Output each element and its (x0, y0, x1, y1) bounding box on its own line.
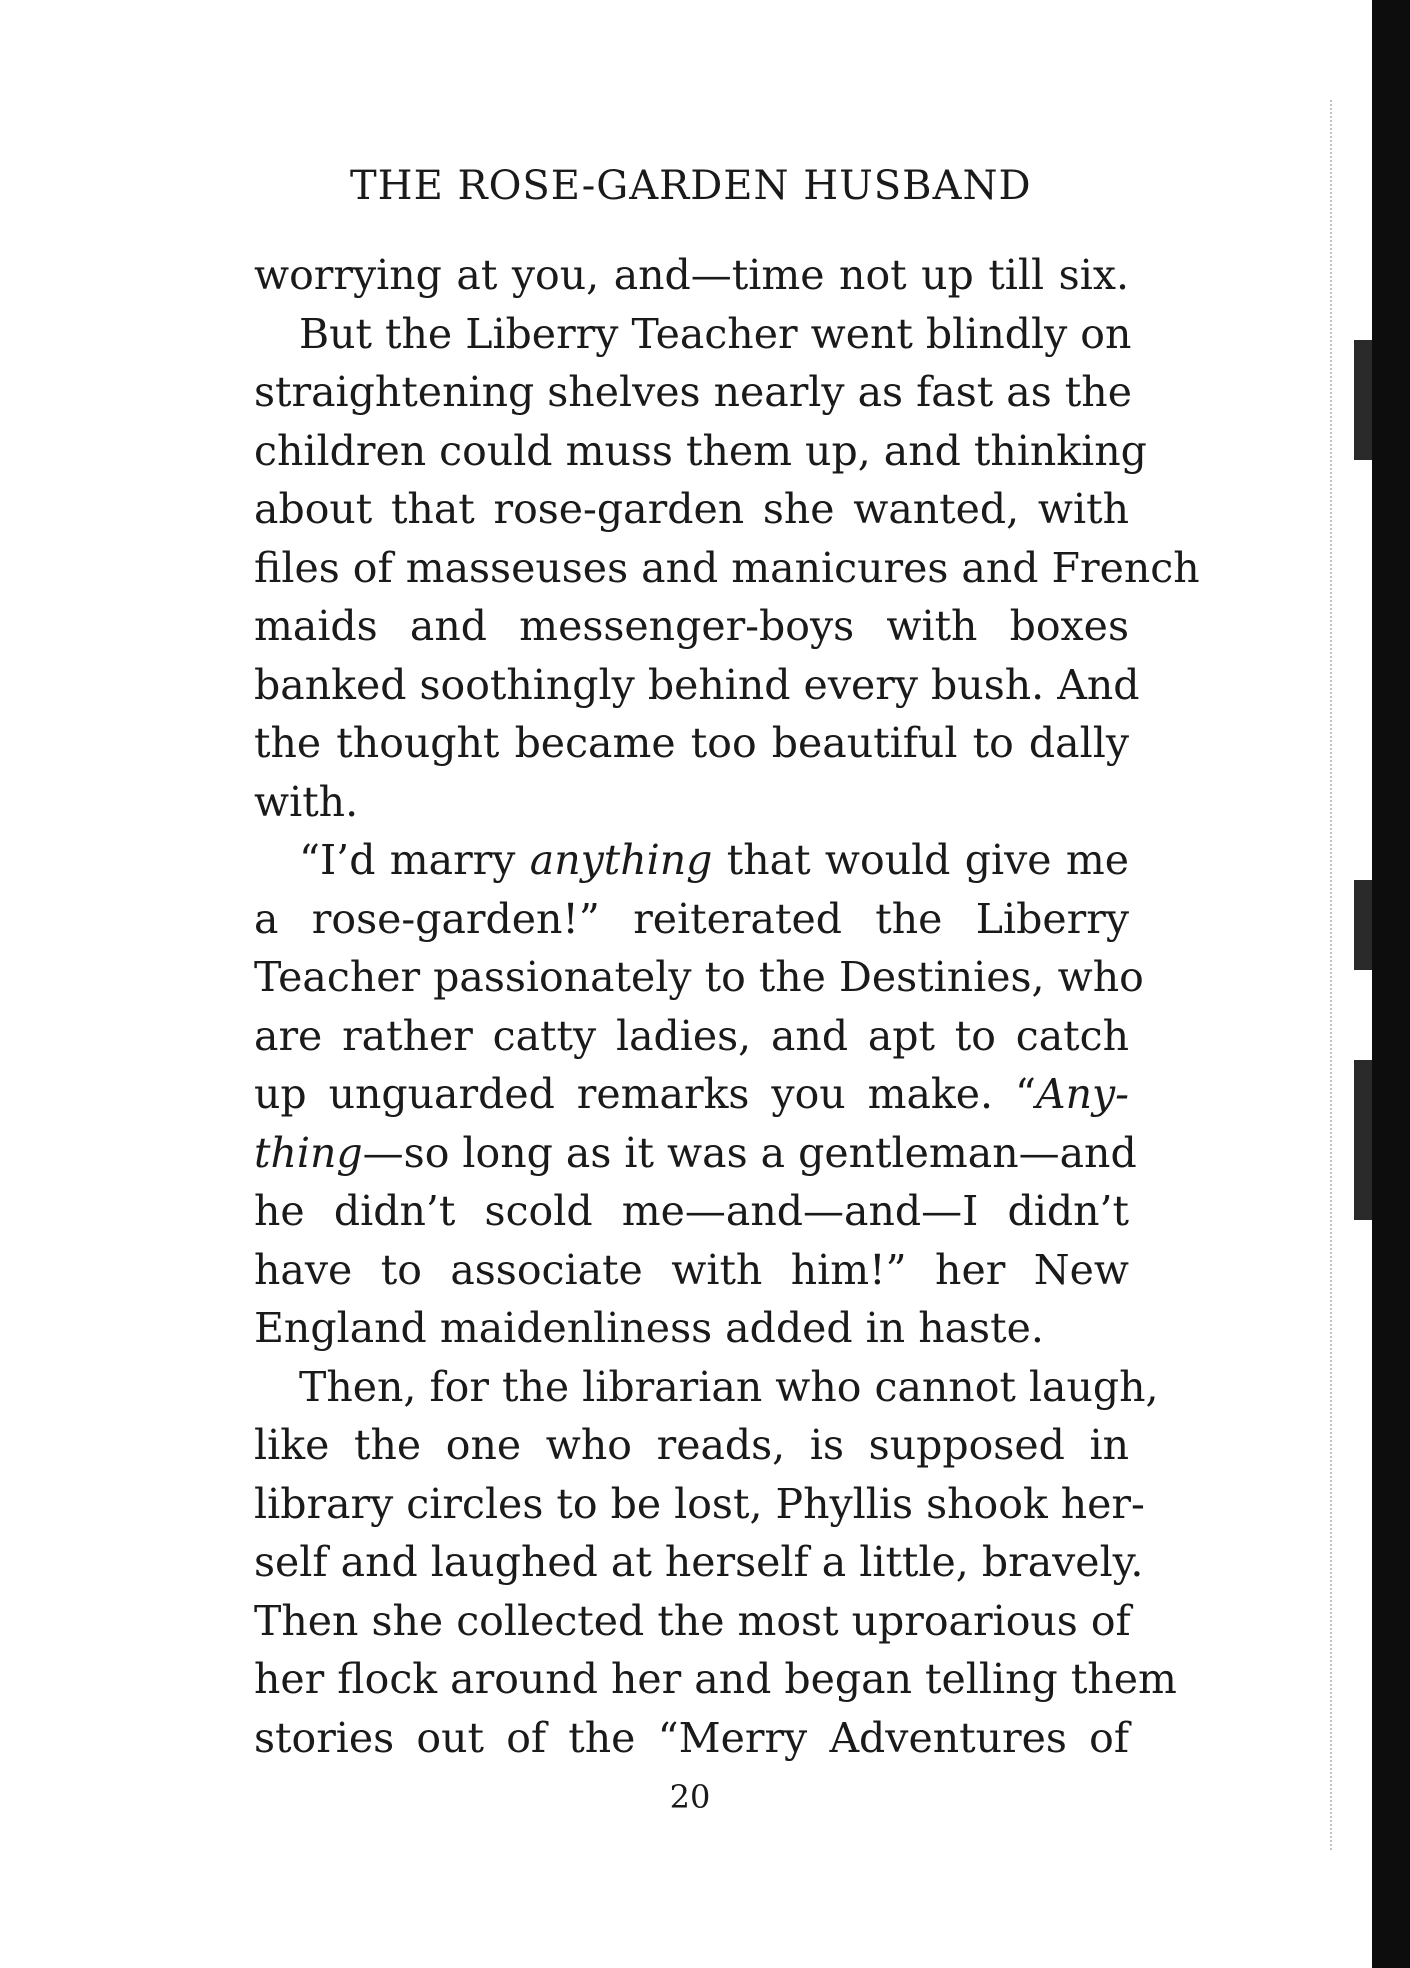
page-number: 20 (669, 1778, 711, 1816)
text-line: her flock around her and began telling them (254, 1655, 1177, 1703)
text-line: are rather catty ladies, and apt to catch (254, 1011, 1129, 1060)
text-line (254, 1124, 1137, 1183)
body-text (254, 246, 1200, 1767)
text-run: that would give me (712, 836, 1129, 884)
text-line: maids and messenger-boys with boxes (254, 602, 1129, 650)
italic-run: Any- (1035, 1070, 1129, 1118)
text-line (254, 831, 1129, 890)
text-line: with. (254, 777, 359, 826)
text-run: —so long as it was a gentleman—and (362, 1128, 1137, 1177)
text-line: he didn’t scold me—and—and—I didn’t (254, 1187, 1129, 1235)
binding-notch (1354, 880, 1372, 970)
text-line: children could muss them up, and thinking (254, 426, 1147, 475)
text-line: have to associate with him!” her New (254, 1245, 1129, 1294)
italic-run: thing (254, 1128, 363, 1177)
running-head: THE ROSE-GARDEN HUSBAND (350, 163, 1032, 209)
text-line: worrying at you, and—time not up till six. (254, 251, 1129, 299)
binding-notch (1354, 1060, 1372, 1220)
text-line: But the Liberry Teacher went blindly on (299, 309, 1132, 358)
italic-run: anything (529, 836, 713, 884)
text-line: stories out of the “Merry Adventures of (254, 1713, 1129, 1762)
text-line: banked soothingly behind every bush. And (254, 660, 1140, 709)
binding-notch (1354, 340, 1372, 460)
text-line: the thought became too beautiful to dally (254, 719, 1129, 767)
text-line: self and laughed at herself a little, bravely. (254, 1538, 1144, 1586)
text-line: library circles to be lost, Phyllis shook her- (254, 1479, 1145, 1528)
text-line (254, 1065, 1129, 1124)
text-line: England maidenliness added in haste. (254, 1304, 1044, 1352)
text-line: Then she collected the most uproarious of (254, 1596, 1131, 1645)
text-line: a rose-garden!” reiterated the Liberry (254, 894, 1129, 943)
text-line: about that rose-garden she wanted, with (254, 485, 1129, 533)
book-binding-edge (1372, 0, 1410, 1968)
text-run: up unguarded remarks you make. “ (254, 1070, 1036, 1118)
text-line: like the one who reads, is supposed in (254, 1421, 1129, 1469)
text-line: straightening shelves nearly as fast as the (254, 368, 1132, 416)
text-run: “I’d marry (299, 836, 530, 884)
text-line: Teacher passionately to the Destinies, who (254, 953, 1144, 1001)
gutter-shadow (1330, 100, 1338, 1850)
text-line: files of masseuses and manicures and French (254, 543, 1200, 592)
text-line: Then, for the librarian who cannot laugh, (299, 1362, 1159, 1411)
